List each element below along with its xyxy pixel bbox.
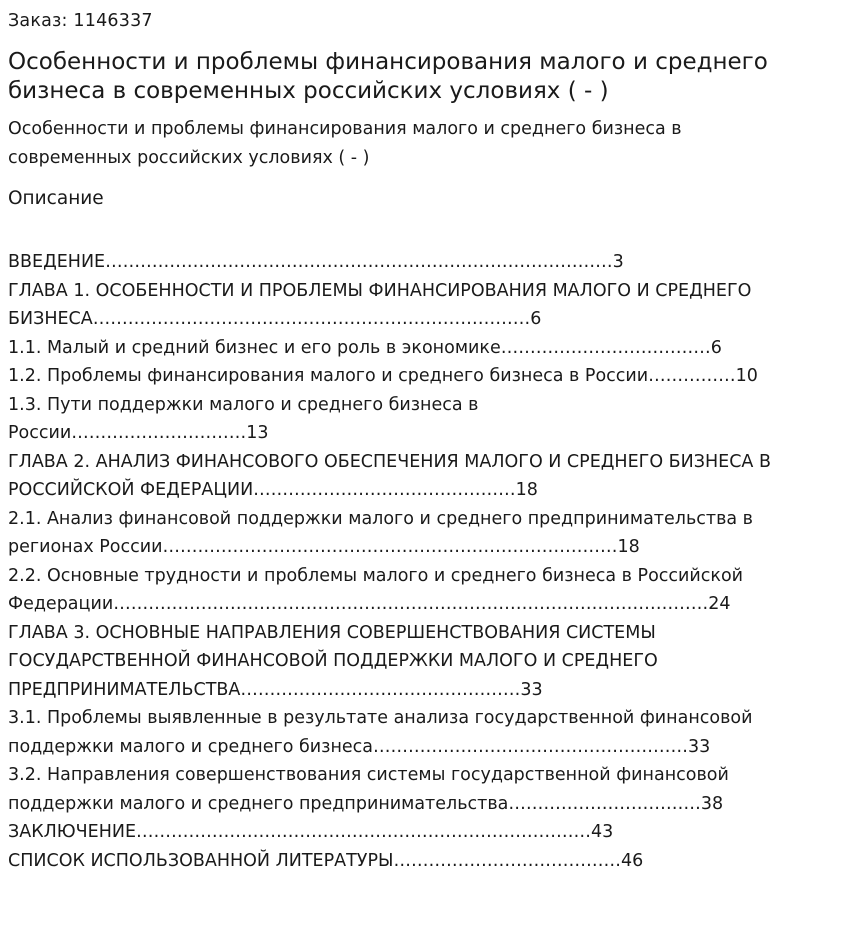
- toc-line: поддержки малого и среднего предпринимательства……………………………38: [8, 793, 724, 814]
- toc-line: ГЛАВА 1. ОСОБЕННОСТИ И ПРОБЛЕМЫ ФИНАНСИРОВАНИЯ МАЛОГО И СРЕДНЕГО: [8, 280, 752, 301]
- toc-line: ПРЕДПРИНИМАТЕЛЬСТВА…………………………………………33: [8, 679, 543, 700]
- toc-line: СПИСОК ИСПОЛЬЗОВАННОЙ ЛИТЕРАТУРЫ…………………………………46: [8, 850, 644, 871]
- toc-line: 1.1. Малый и средний бизнес и его роль в экономике………………………………6: [8, 337, 722, 358]
- toc-line: 3.1. Проблемы выявленные в результате анализа государственной финансовой: [8, 708, 753, 728]
- toc-line: ГОСУДАРСТВЕННОЙ ФИНАНСОВОЙ ПОДДЕРЖКИ МАЛОГО И СРЕДНЕГО: [8, 651, 658, 671]
- order-number: Заказ: 1146337: [8, 11, 153, 31]
- toc-line: 3.2. Направления совершенствования системы государственной финансовой: [8, 765, 729, 785]
- toc-line: БИЗНЕСА…………………………………………………………………6: [8, 309, 542, 329]
- toc-line: ЗАКЛЮЧЕНИЕ……………………………………………………………………43: [8, 822, 614, 842]
- toc-line: ГЛАВА 3. ОСНОВНЫЕ НАПРАВЛЕНИЯ СОВЕРШЕНСТВОВАНИЯ СИСТЕМЫ: [8, 622, 656, 643]
- page-subtitle: Особенности и проблемы финансирования малого и среднего бизнеса в современных российских условиях ( - ): [8, 119, 682, 168]
- toc-line: РОССИЙСКОЙ ФЕДЕРАЦИИ………………………………………18: [8, 480, 538, 500]
- toc-line: регионах России……………………………………………………………………18: [8, 537, 640, 557]
- toc-line: ВВЕДЕНИЕ……………………………………………………………………………3: [8, 252, 624, 272]
- toc-line: поддержки малого и среднего бизнеса………………………………………………33: [8, 736, 711, 757]
- toc-line: 2.2. Основные трудности и проблемы малого и среднего бизнеса в Российской: [8, 565, 744, 586]
- toc-line: 2.1. Анализ финансовой поддержки малого и среднего предпринимательства в: [8, 508, 753, 529]
- toc-line: 1.3. Пути поддержки малого и среднего бизнеса в: [8, 394, 479, 415]
- page-title: Особенности и проблемы финансирования малого и среднего бизнеса в современных российских условиях ( - ): [8, 49, 768, 104]
- toc-line: ГЛАВА 2. АНАЛИЗ ФИНАНСОВОГО ОБЕСПЕЧЕНИЯ МАЛОГО И СРЕДНЕГО БИЗНЕСА В: [8, 451, 771, 472]
- table-of-contents: [8, 248, 847, 875]
- toc-line: Федерации…………………………………………………………………………………………24: [8, 594, 731, 614]
- toc-line: России…………………………13: [8, 423, 269, 443]
- description-label: Описание: [8, 188, 104, 209]
- toc-line: 1.2. Проблемы финансирования малого и среднего бизнеса в России……………10: [8, 366, 758, 386]
